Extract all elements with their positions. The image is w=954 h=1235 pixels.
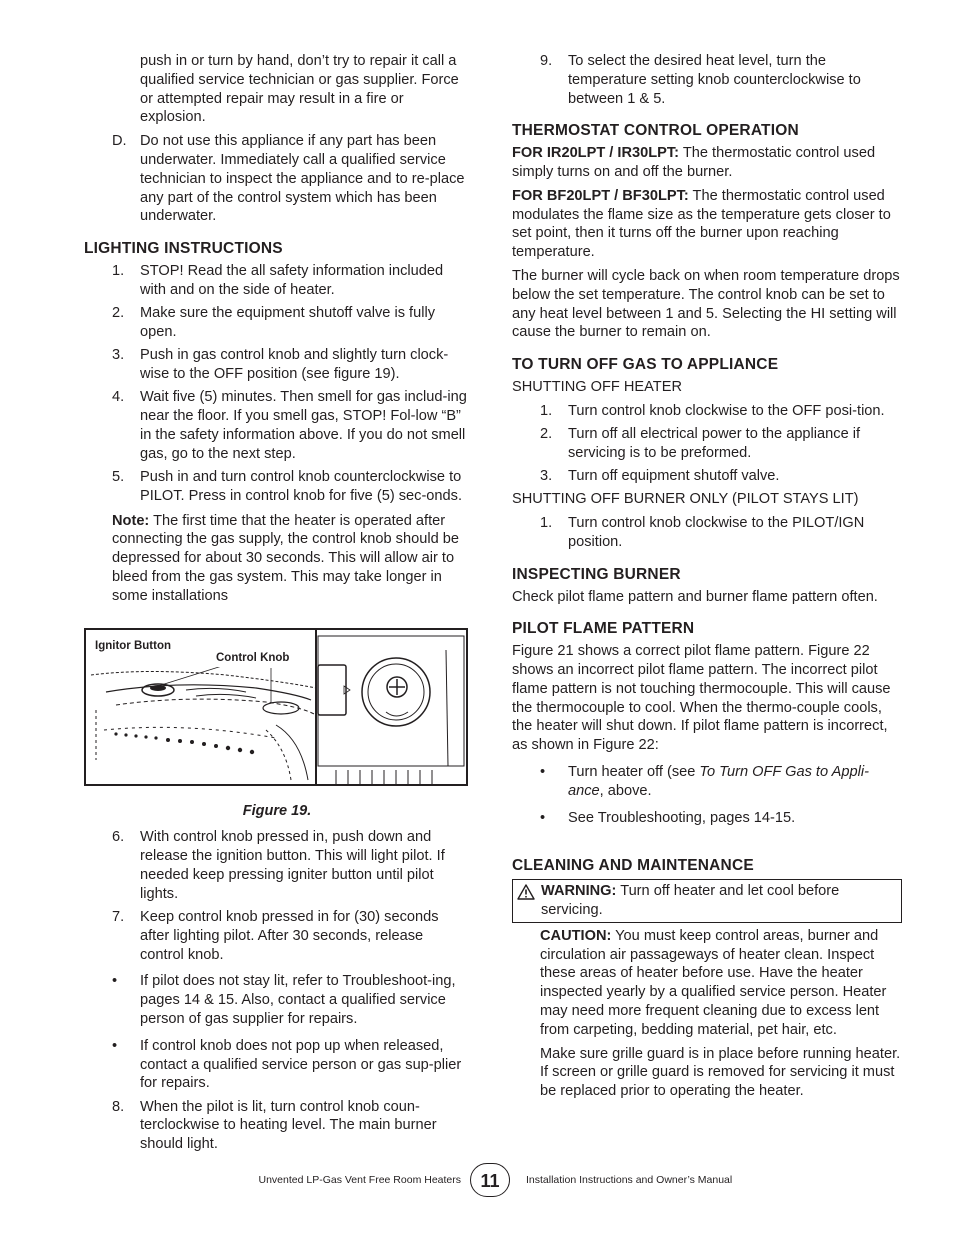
list-item [84, 908, 470, 964]
list-item-number: 8. [112, 1098, 125, 1115]
step-9 [512, 52, 902, 108]
ignitor-button-label: Ignitor Button [95, 637, 171, 656]
list-item-number: 2. [540, 426, 553, 443]
list-item [84, 388, 470, 463]
list-item-text: Turn control knob clockwise to the OFF posi-tion. [568, 402, 885, 419]
caution-label: CAUTION: [540, 927, 612, 944]
shutoff-steps [512, 402, 902, 486]
list-item-text: Turn off equipment shutoff valve. [568, 468, 780, 485]
list-item-text: Push in and turn control knob counterclockwise to PILOT. Press in control knob for five (5) sec-onds. [140, 468, 463, 504]
list-item-number: • [112, 973, 118, 990]
control-knob-label: Control Knob [216, 649, 289, 668]
thermostat-p2 [512, 187, 902, 262]
item-c-continued: push in or turn by hand, don’t try to repair it call a qualified service technician or gas supplier. Force or attempted repair may result in a fire or explosion. [140, 53, 459, 126]
grille-paragraph: Make sure grille guard is in place before running heater. If screen or grille guard is removed for servicing it must be replaced prior to operating the heater. [540, 1045, 901, 1100]
bullet-turn-off-text [568, 763, 902, 801]
list-item-text: Keep control knob pressed in for (30) seconds after lighting pilot. After 30 seconds, release control knob. [140, 909, 439, 963]
list-item-number: 2. [112, 305, 125, 322]
gas-off-heading: TO TURN OFF GAS TO APPLIANCE [512, 356, 779, 374]
thermostat-p2-label: FOR BF20LPT / BF30LPT: [512, 187, 689, 204]
thermostat-p1 [512, 144, 902, 182]
list-item [84, 304, 470, 342]
footer-right: Installation Instructions and Owner’s Manual [526, 1174, 733, 1186]
thermostat-p1-text: The thermostatic control used simply turns on and off the burner. [512, 145, 876, 180]
warning-box [512, 879, 902, 923]
bullet-troubleshooting [512, 809, 902, 828]
thermostat-p2-text: The thermostatic control used modulates the flame size as the temperature gets closer to set point, then it turns off the burner upon reaching temperature. [512, 187, 891, 261]
bullet-glyph: • [540, 764, 546, 780]
pilot-paragraph: Figure 21 shows a correct pilot flame pattern. Figure 22 shows an incorrect pilot flame pattern. The incorrect pilot flame pattern is not touching thermocouple. This will cause the thermocouple to cool. When the thermo-couple cools, the heater will shut down. If pilot flame pattern is incorrect, as shown in Figure 22: [512, 643, 891, 754]
lighting-heading: LIGHTING INSTRUCTIONS [84, 240, 283, 258]
footer-left: Unvented LP-Gas Vent Free Room Heaters [258, 1174, 461, 1186]
figure-19 [84, 628, 468, 786]
pilot-heading: PILOT FLAME PATTERN [512, 620, 695, 638]
burner-steps [512, 514, 902, 552]
list-item [84, 1098, 470, 1154]
list-item [84, 828, 470, 903]
thermostat-heading: THERMOSTAT CONTROL OPERATION [512, 122, 799, 140]
list-item-number: 4. [112, 389, 125, 406]
list-item [512, 425, 902, 463]
list-item-number: • [112, 1037, 118, 1054]
thermostat-p3: The burner will cycle back on when room temperature drops below the set temperature. The control knob can be set to any heat level between 1 and 5. Selecting the HI setting will cause the burner to remain on. [512, 267, 900, 341]
lighting-steps-a [84, 262, 470, 506]
item-d-label: D. [112, 133, 127, 150]
bullet-turn-off-a: Turn heater off (see [568, 764, 700, 780]
page-number: 11 [470, 1163, 510, 1197]
list-item-number: 1. [540, 515, 553, 532]
list-item-text: Turn control knob clockwise to the PILOT/IGN position. [568, 515, 865, 551]
list-item [512, 402, 902, 421]
note-paragraph [84, 512, 470, 606]
page-footer [0, 1163, 954, 1199]
shutoff-burner-label: SHUTTING OFF BURNER ONLY (PILOT STAYS LIT) [512, 491, 859, 508]
right-column [512, 52, 902, 1106]
list-item [84, 468, 470, 506]
list-item-text: If pilot does not stay lit, refer to Troubleshoot-ing, pages 14 & 15. Also, contact a qualified service person of gas supplier for repairs. [140, 973, 456, 1027]
list-item-number: 1. [540, 402, 553, 419]
list-item [84, 1037, 470, 1093]
list-item-text: Push in gas control knob and slightly turn clock-wise to the OFF position (see figure 19). [140, 347, 449, 382]
step-9-number: 9. [540, 53, 553, 69]
item-d-text: Do not use this appliance if any part has been underwater. Immediately call a qualified service technician to inspect the appliance and to re-place any part of the control system which has been underwater. [140, 133, 465, 225]
warning-triangle-icon [517, 884, 535, 900]
note-text: The first time that the heater is operated after connecting the gas supply, the control knob should be depressed for about 30 seconds. This will allow air to bleed from the gas system. This may take longer in some installations [112, 512, 459, 604]
bullet-troubleshooting-text: See Troubleshooting, pages 14-15. [568, 809, 796, 826]
list-item-text: Turn off all electrical power to the appliance if servicing is to be preformed. [568, 426, 861, 461]
lighting-steps-b [84, 828, 470, 1154]
list-item-text: Wait five (5) minutes. Then smell for gas includ-ing near the floor. If you smell gas, STOP! Fol-low “B” in the safety information above. If you do not smell gas, go to the next step. [140, 389, 467, 462]
list-item-number: 7. [112, 909, 125, 925]
list-item-text: When the pilot is lit, turn control knob coun-terclockwise to heating level. The main burner should light. [140, 1098, 437, 1153]
thermostat-p1-label: FOR IR20LPT / IR30LPT: [512, 145, 680, 162]
step-9-text: To select the desired heat level, turn the temperature setting knob counterclockwise to between 1 & 5. [568, 53, 861, 107]
bullet-turn-off-b: , above. [599, 782, 652, 799]
figure-caption: Figure 19. [242, 802, 312, 819]
list-item-d [84, 132, 470, 226]
list-item [84, 346, 470, 384]
list-item-text: With control knob pressed in, push down and release the ignition button. This will light pilot. If needed keep pressing igniter button until pilot lights. [140, 829, 445, 902]
caution-paragraph [512, 927, 902, 1040]
list-item-number: 3. [540, 468, 553, 485]
list-item-number: 5. [112, 468, 125, 485]
list-item-text: Make sure the equipment shutoff valve is fully open. [140, 305, 436, 340]
note-label: Note: [112, 512, 150, 529]
list-item-text: If control knob does not pop up when released, contact a qualified service person or gas sup-plier for repairs. [140, 1037, 462, 1092]
list-item [84, 972, 470, 1028]
list-item-number: 1. [112, 262, 125, 279]
bullet-glyph: • [540, 809, 546, 826]
bullet-turn-off [512, 763, 902, 801]
list-item [84, 262, 470, 300]
list-item [512, 467, 902, 486]
inspecting-heading: INSPECTING BURNER [512, 565, 681, 583]
inspecting-paragraph: Check pilot flame pattern and burner flame pattern often. [512, 588, 878, 605]
cleaning-heading: CLEANING AND MAINTENANCE [512, 857, 754, 875]
list-item-number: 6. [112, 829, 125, 846]
left-column [84, 52, 470, 1159]
warning-label: WARNING: [541, 883, 617, 900]
bullet-turn-off-ref: To Turn OFF Gas to Appli-ance [568, 764, 869, 799]
list-item-text: STOP! Read the all safety information included with and on the side of heater. [140, 262, 444, 298]
list-item [512, 514, 902, 552]
warning-text: Turn off heater and let cool before servicing. [541, 883, 840, 918]
caution-text: You must keep control areas, burner and circulation air passageways of heater clean. Inspect these areas of heater before use. Have the heater inspected yearly by a qualified service person. Heater may need more frequent cleaning due to excess lent from carpeting, bedding material, pet hair, etc. [540, 927, 887, 1038]
shutoff-heater-label: SHUTTING OFF HEATER [512, 378, 682, 395]
list-item-number: 3. [112, 347, 125, 364]
